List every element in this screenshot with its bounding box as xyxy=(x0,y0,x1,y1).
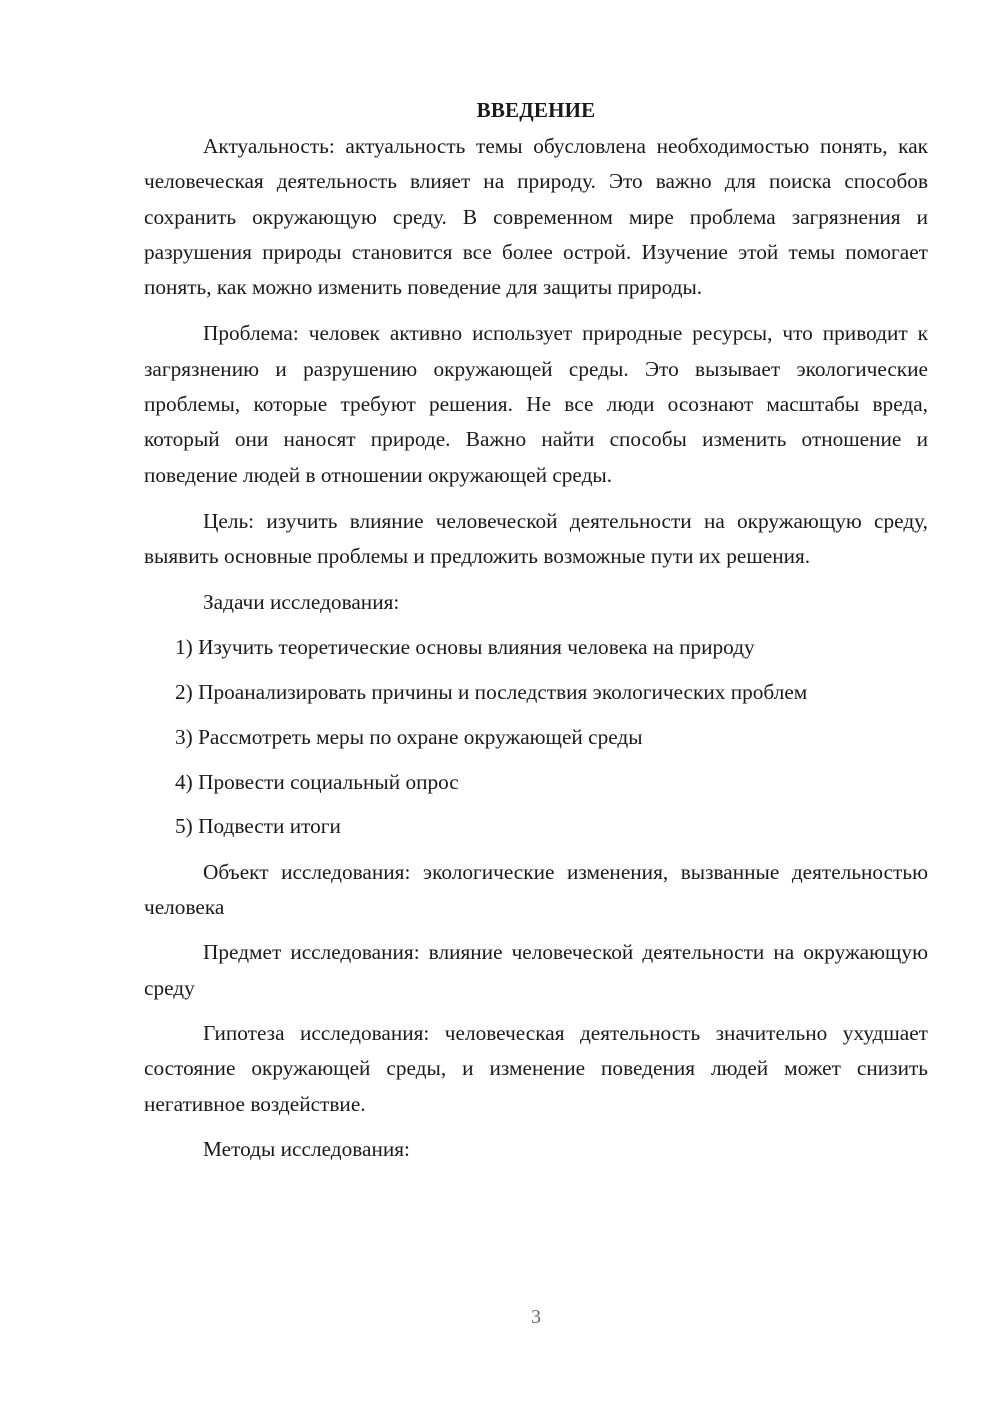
methods-heading: Методы исследования: xyxy=(203,1136,410,1161)
goal-paragraph: Цель: изучить влияние человеческой деятельности на окружающую среду, выявить основные проблемы и предложить возможные пути их решения. xyxy=(144,508,928,569)
page-number: 3 xyxy=(531,1306,541,1328)
problem-paragraph: Проблема: человек активно использует природные ресурсы, что приводит к загрязнению и разрушению окружающей среды. Это вызывает экологические проблемы, которые требуют решения. Не все люди осознают масштабы вреда, который они наносят природе. Важно найти способы изменить отношение и поведение людей в отношении окружающей среды. xyxy=(144,321,928,487)
task-item: 3) Рассмотреть меры по охране окружающей среды xyxy=(175,724,643,749)
task-item: 4) Провести социальный опрос xyxy=(175,769,459,794)
document-page xyxy=(144,92,928,1167)
section-title: ВВЕДЕНИЕ xyxy=(476,98,596,122)
task-item: 2) Проанализировать причины и последствия экологических проблем xyxy=(175,679,808,704)
object-paragraph: Объект исследования: экологические изменения, вызванные деятельностью человека xyxy=(144,859,928,920)
task-item: 5) Подвести итоги xyxy=(175,814,341,839)
tasks-heading: Задачи исследования: xyxy=(203,589,400,614)
hypothesis-paragraph: Гипотеза исследования: человеческая деятельность значительно ухудшает состояние окружающей среды, и изменение поведения людей может снизить негативное воздействие. xyxy=(144,1020,928,1116)
tasks-list xyxy=(144,630,928,845)
subject-paragraph: Предмет исследования: влияние человеческой деятельности на окружающую среду xyxy=(144,940,928,1000)
task-item: 1) Изучить теоретические основы влияния человека на природу xyxy=(175,634,755,659)
relevance-paragraph: Актуальность: актуальность темы обусловлена необходимостью понять, как человеческая деятельность влияет на природу. Это важно для поиска способов сохранить окружающую среду. В современном мире проблема загрязнения и разрушения природы становится все более острой. Изучение этой темы помогает понять, как можно изменить поведение для защиты природы. xyxy=(144,134,928,300)
